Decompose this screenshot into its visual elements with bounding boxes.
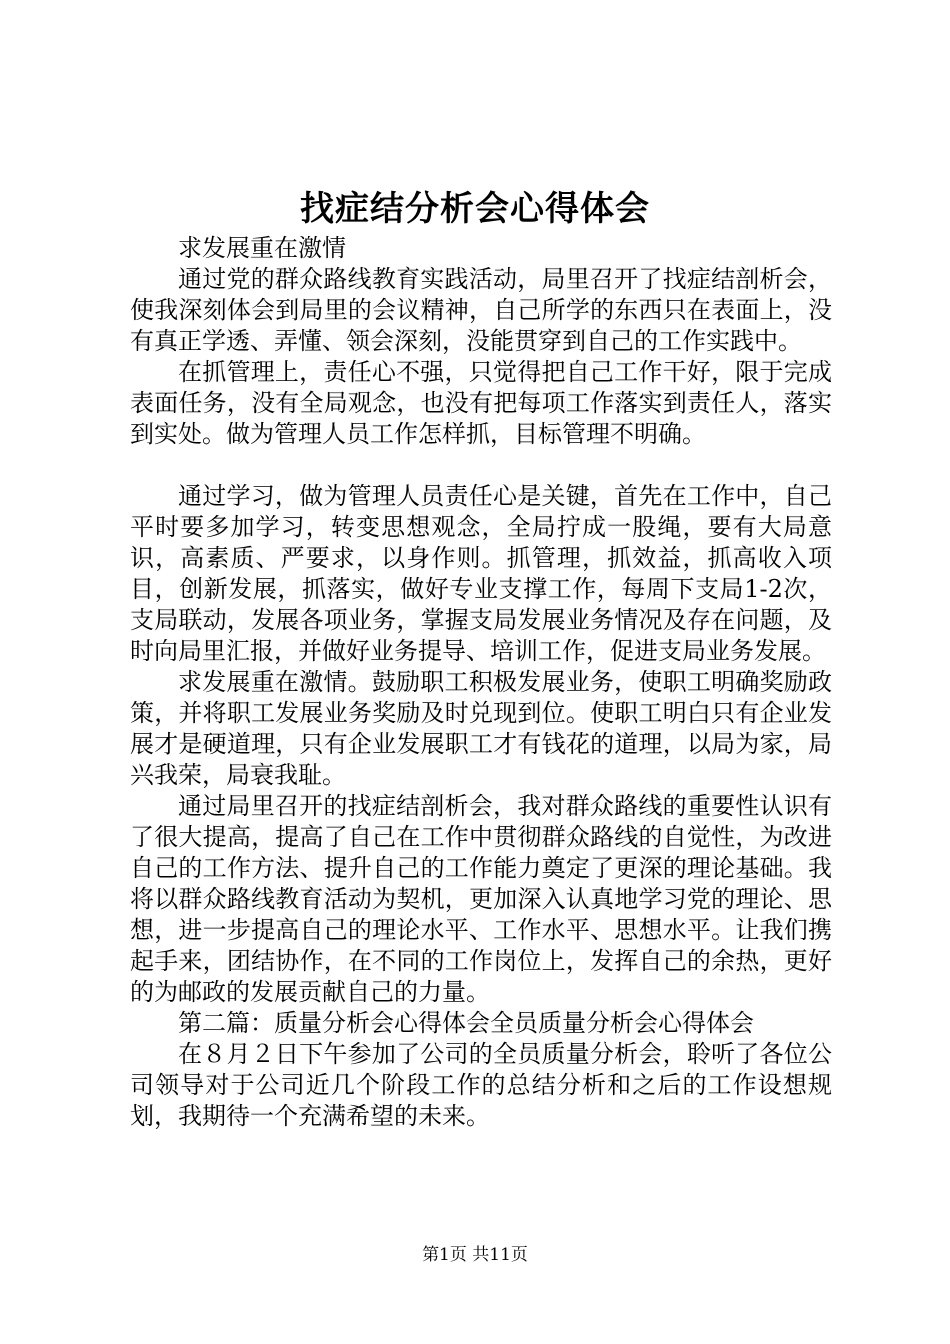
paragraph-6: 在８月２日下午参加了公司的全员质量分析会，聆听了各位公司领导对于公司近几个阶段工作的总结分析和之后的工作设想规划，我期待一个充满希望的未来。: [130, 1040, 832, 1130]
document-body: [130, 233, 832, 1132]
page-number-footer: 第1页 共11页: [422, 1245, 528, 1265]
document-title: 找症结分析会心得体会: [300, 189, 650, 229]
paragraph-4: 求发展重在激情。鼓励职工积极发展业务，使职工明确奖励政策，并将职工发展业务奖励及时兑现到位。使职工明白只有企业发展才是硬道理，只有企业发展职工才有钱花的道理，以局为家，局兴我荣，局衰我耻。: [130, 668, 832, 789]
blank-line: [130, 450, 832, 481]
paragraph-1: 通过党的群众路线教育实践活动，局里召开了找症结剖析会，使我深刻体会到局里的会议精神，自己所学的东西只在表面上，没有真正学透、弄懂、领会深刻，没能贯穿到自己的工作实践中。: [130, 265, 832, 355]
section-heading: 第二篇：质量分析会心得体会全员质量分析会心得体会: [178, 1009, 754, 1037]
paragraph-subtitle: 求发展重在激情: [178, 234, 346, 262]
paragraph-2: 在抓管理上，责任心不强，只觉得把自己工作干好，限于完成表面任务，没有全局观念，也没有把每项工作落实到责任人，落实到实处。做为管理人员工作怎样抓，目标管理不明确。: [130, 358, 832, 448]
paragraph-5: 通过局里召开的找症结剖析会，我对群众路线的重要性认识有了很大提高，提高了自己在工作中贯彻群众路线的自觉性，为改进自己的工作方法、提升自己的工作能力奠定了更深的理论基础。我将以群众路线教育活动为契机，更加深入认真地学习党的理论、思想，进一步提高自己的理论水平、工作水平、思想水平。让我们携起手来，团结协作，在不同的工作岗位上，发挥自己的余热，更好的为邮政的发展贡献自己的力量。: [130, 792, 832, 1006]
paragraph-3: 通过学习，做为管理人员责任心是关键，首先在工作中，自己平时要多加学习，转变思想观念，全局拧成一股绳，要有大局意识，高素质、严要求，以身作则。抓管理，抓效益，抓高收入项目，创新发展，抓落实，做好专业支撑工作，每周下支局1-2次，支局联动，发展各项业务，掌握支局发展业务情况及存在问题，及时向局里汇报，并做好业务提导、培训工作，促进支局业务发展。: [130, 482, 832, 665]
